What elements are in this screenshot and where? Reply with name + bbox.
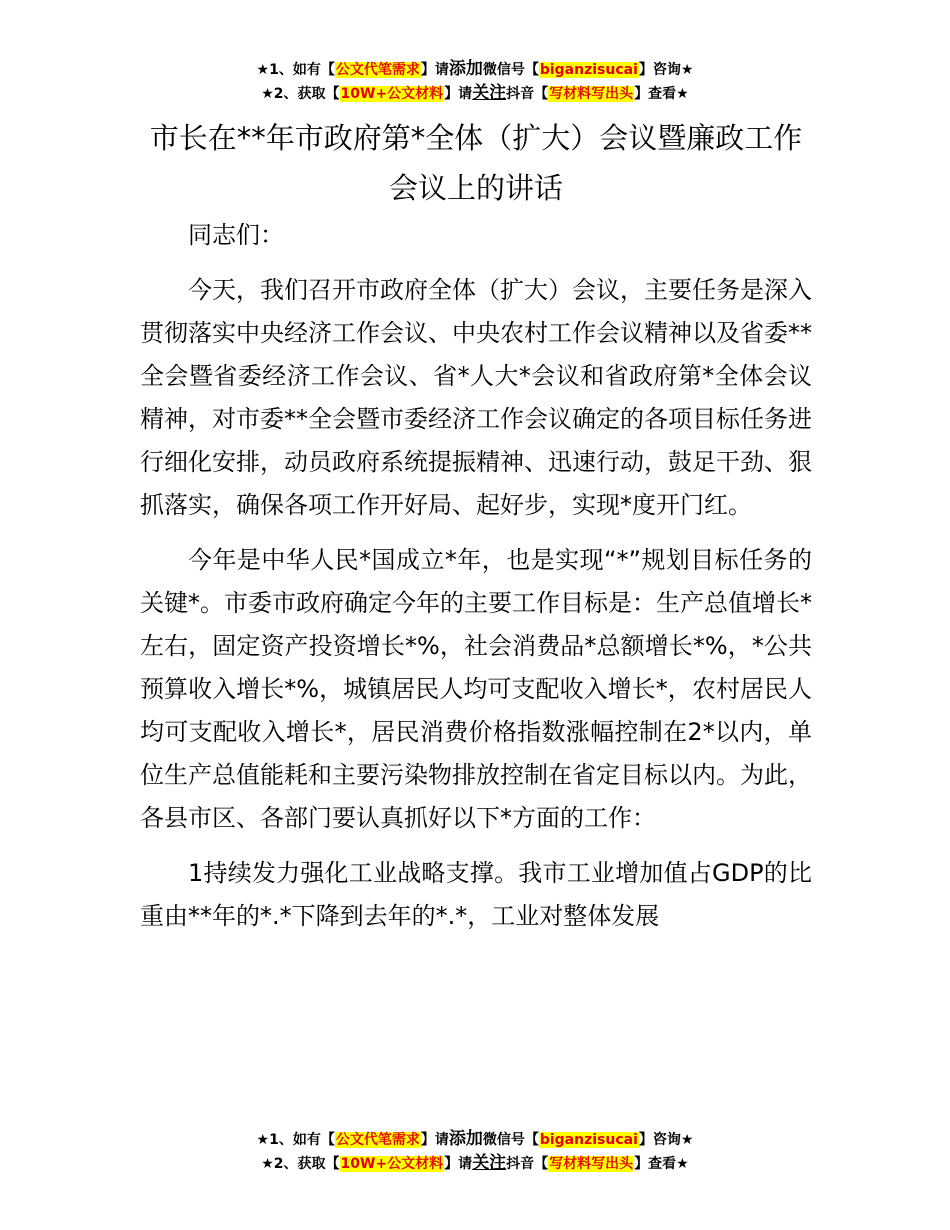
banner-text: 】查看★ [634,86,689,102]
banner-text: ★2、获取【 [261,86,340,102]
banner-text: 】请 [420,62,449,78]
banner-text: ★1、如有【 [256,1132,335,1148]
paragraph: 今年是中华人民*国成立*年，也是实现“*”规划目标任务的关键*。市委市政府确定今年的主要工作目标是：生产总值增长*左右，固定资产投资增长*%，社会消费品*总额增长*%，*公共预算收入增长*%，城镇居民人均可支配收入增长*，农村居民人均可支配收入增长*，居民消费价格指数涨幅控制在2*以内，单位生产总值能耗和主要污染物排放控制在省定目标以内。为此，各县市区、各部门要认真抓好以下*方面的工作： [140,546,812,832]
banner-text: 】请 [444,1156,473,1172]
banner-wechat-id: biganzisucai [539,62,638,78]
document-title: 市长在**年市政府第*全体（扩大）会议暨廉政工作会议上的讲话 [149,121,803,205]
banner-text: 微信号【 [482,1132,539,1148]
banner-highlight: 公文代笔需求 [335,1132,420,1148]
banner-highlight: 公文代笔需求 [335,62,420,78]
banner-emphasis: 添加 [448,59,483,79]
paragraph: 今天，我们召开市政府全体（扩大）会议，主要任务是深入贯彻落实中央经济工作会议、中央农村工作会议精神以及省委**全会暨省委经济工作会议、省*人大*会议和省政府第*全体会议精神，对市委**全会暨市委经济工作会议确定的各项目标任务进行细化安排，动员政府系统提振精神、迅速行动，鼓足干劲、狠抓落实，确保各项工作开好局、起好步，实现*度开门红。 [140,276,812,519]
banner-text: 微信号【 [482,62,539,78]
banner-highlight: 10W+公文材料 [340,86,444,102]
banner-line-2 [0,82,950,106]
banner-wechat-id: biganzisucai [539,1132,638,1148]
banner-douyin-id: 写材料写出头 [549,86,634,102]
banner-emphasis: 添加 [448,1129,483,1149]
banner-text: 】请 [420,1132,449,1148]
banner-line-2 [0,1152,950,1176]
banner-text: ★1、如有【 [256,62,335,78]
paragraph: 1持续发力强化工业战略支撑。我市工业增加值占GDP的比重由**年的*.*下降到去年的*.*，工业对整体发展 [140,859,812,930]
document-body [140,214,812,950]
banner-highlight: 10W+公文材料 [340,1156,444,1172]
banner-line-1 [0,58,950,82]
banner-douyin-id: 写材料写出头 [549,1156,634,1172]
banner-emphasis: 关注 [472,83,507,103]
banner-text: 】咨询★ [638,1132,694,1148]
header-banner [0,58,950,106]
banner-line-1 [0,1128,950,1152]
banner-text: 】请 [444,86,473,102]
banner-text: 抖音【 [506,1156,549,1172]
banner-text: 】咨询★ [638,62,694,78]
footer-banner [0,1128,950,1176]
banner-emphasis: 关注 [472,1153,507,1173]
banner-text: ★2、获取【 [261,1156,340,1172]
salutation: 同志们： [188,221,284,249]
banner-text: 】查看★ [634,1156,689,1172]
banner-text: 抖音【 [506,86,549,102]
